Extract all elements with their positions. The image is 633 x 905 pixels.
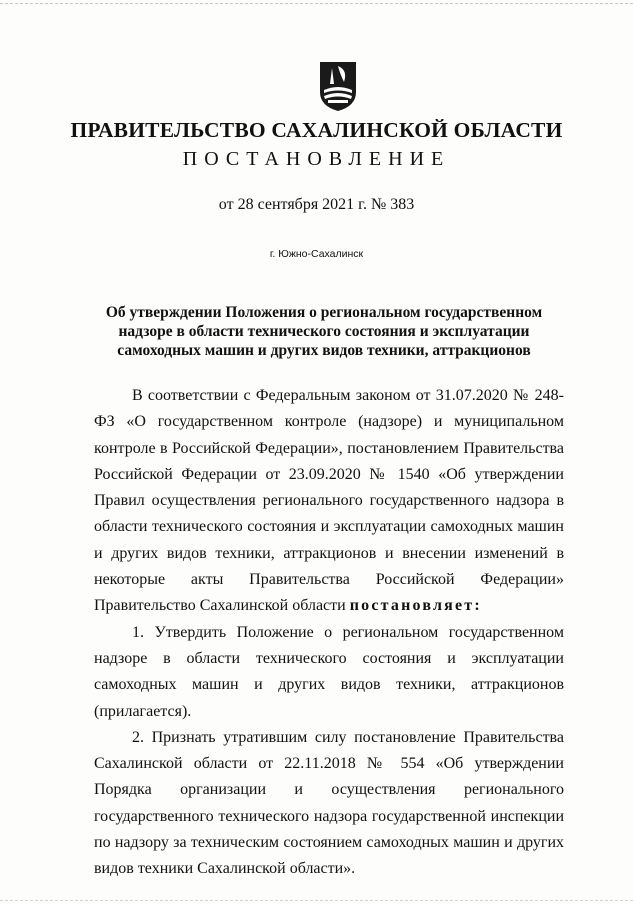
scan-edge-top [0, 3, 633, 4]
item-1-paragraph: 1. Утвердить Положение о региональном государственном надзоре в области технического состояния и эксплуатации самоходных машин и других видов техники, аттракционов (прилагается). [94, 623, 564, 720]
document-city: г. Южно-Сахалинск [269, 248, 364, 260]
coat-of-arms-icon [318, 60, 358, 112]
government-title: ПРАВИТЕЛЬСТВО САХАЛИНСКОЙ ОБЛАСТИ [70, 118, 563, 142]
scan-edge-bottom [0, 900, 633, 901]
document-subject: Об утверждении Положения о региональном государственном надзоре в области технического состояния и эксплуатации самоходных машин и других видов техники, аттракционов [105, 304, 543, 359]
preamble-paragraph [94, 383, 564, 620]
document-date-number: от 28 сентября 2021 г. № 383 [218, 196, 415, 213]
document-type: ПОСТАНОВЛЕНИЕ [182, 148, 451, 170]
preamble-text: В соответствии с Федеральным законом от 31.07.2020 № 248-ФЗ «О государственном контроле (надзоре) и муниципальном контроле в Российской Федерации», постановлением Правительства Российской Федерации от 23.09.2020 № 1540 «Об утверждении Правил осуществления регионального государственного надзора в области технического состояния и эксплуатации самоходных машин и других видов техники, аттракционов и внесении изменений в некоторые акты Правительства Российской Федерации» Правительство Сахалинской области [94, 387, 564, 615]
document-body [94, 383, 564, 883]
resolves-keyword: постановляет: [349, 597, 482, 615]
item-2-paragraph: 2. Признать утратившим силу постановление Правительства Сахалинской области от 22.11.2018 № 554 «Об утверждении Порядка организации и осуществления регионального государственного технического надзора государственной инспекции по надзору за техническим состоянием самоходных машин и других видов техники Сахалинской области». [94, 728, 564, 878]
